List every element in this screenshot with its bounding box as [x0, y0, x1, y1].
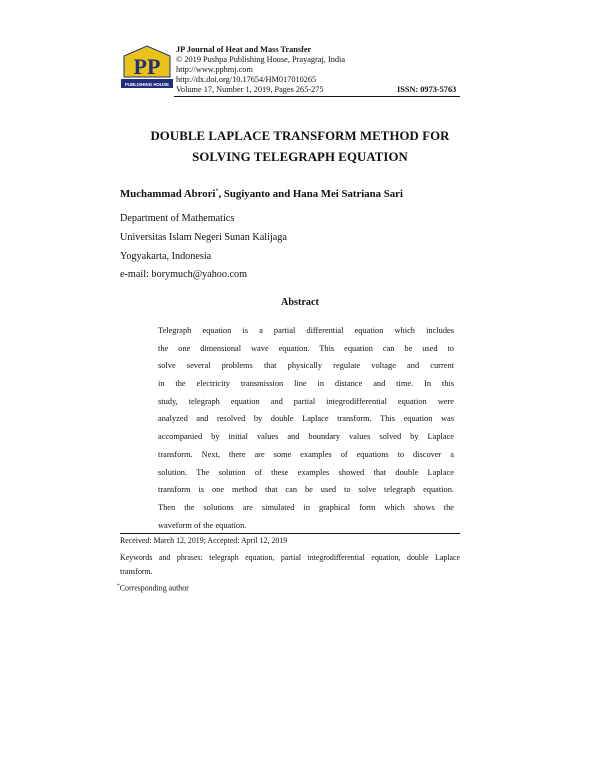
publisher-logo-letters: PP	[133, 54, 161, 79]
paper-title	[60, 126, 540, 168]
abstract-line: Then the solutions are simulated in graphical form which shows the	[158, 502, 454, 512]
footnote-divider	[120, 533, 460, 534]
issn: ISSN: 0973-5763	[397, 85, 457, 94]
corresponding-note-marker: *	[117, 583, 120, 589]
copyright-line: © 2019 Pushpa Publishing House, Prayagraj, India	[176, 55, 346, 64]
publisher-logo-banner: PUBLISHING HOUSE	[125, 82, 169, 87]
abstract-line: Telegraph equation is a partial differential equation which includes	[158, 326, 454, 335]
keywords-line-1: Keywords and phrases: telegraph equation, partial integrodifferential equation, double Laplace	[120, 553, 460, 562]
affiliation-location: Yogyakarta, Indonesia	[120, 251, 212, 262]
doi-link[interactable]: http://dx.doi.org/10.17654/HM017010265	[176, 75, 317, 84]
journal-name: JP Journal of Heat and Mass Transfer	[176, 45, 312, 54]
author-email[interactable]: e-mail: borymuch@yahoo.com	[120, 269, 248, 280]
abstract-body	[158, 322, 454, 534]
paper-title-line-1: DOUBLE LAPLACE TRANSFORM METHOD FOR	[150, 129, 450, 143]
received-accepted-dates: Received: March 12, 2019; Accepted: April 12, 2019	[120, 536, 288, 545]
first-author: Muchammad Abrori	[120, 188, 216, 200]
other-authors: , Sugiyanto and Hana Mei Satriana Sari	[218, 188, 403, 200]
paper-title-line-2: SOLVING TELEGRAPH EQUATION	[192, 150, 408, 164]
abstract-line: in the electricity transmission line in distance and time. In this	[158, 379, 454, 389]
corresponding-note-text: Corresponding author	[119, 583, 189, 593]
affiliation-department: Department of Mathematics	[120, 213, 235, 224]
corresponding-author-note	[117, 581, 189, 594]
abstract-line: solve several problems that physically regulate voltage and current	[158, 361, 454, 371]
header-divider	[174, 96, 460, 97]
abstract-line: study, telegraph equation and partial integrodifferential equation were	[158, 396, 454, 406]
abstract-heading: Abstract	[281, 297, 319, 308]
corresponding-author-marker: *	[215, 188, 219, 195]
affiliation-university: Universitas Islam Negeri Sunan Kalijaga	[120, 232, 287, 243]
abstract-line: solution. The solution of these examples showed that double Laplace	[158, 467, 454, 477]
publisher-website-link[interactable]: http://www.pphmj.com	[176, 65, 253, 74]
abstract-line: transform. Next, there are some examples of equations to discover a	[158, 449, 454, 459]
publisher-logo	[120, 44, 174, 94]
abstract-line: analyzed and resolved by double Laplace transform. This equation was	[158, 414, 454, 424]
keywords-line-2: transform.	[120, 567, 153, 576]
abstract-line: accompanied by initial values and boundary values solved by Laplace	[158, 432, 454, 442]
volume-info: Volume 17, Number 1, 2019, Pages 265-275	[176, 85, 324, 94]
abstract-line: transform is one method that can be used to solve telegraph equation.	[158, 485, 454, 495]
abstract-line: the one dimensional wave equation. This equation can be used to	[158, 343, 454, 353]
author-list	[120, 188, 403, 200]
abstract-line: waveform of the equation.	[158, 520, 247, 530]
